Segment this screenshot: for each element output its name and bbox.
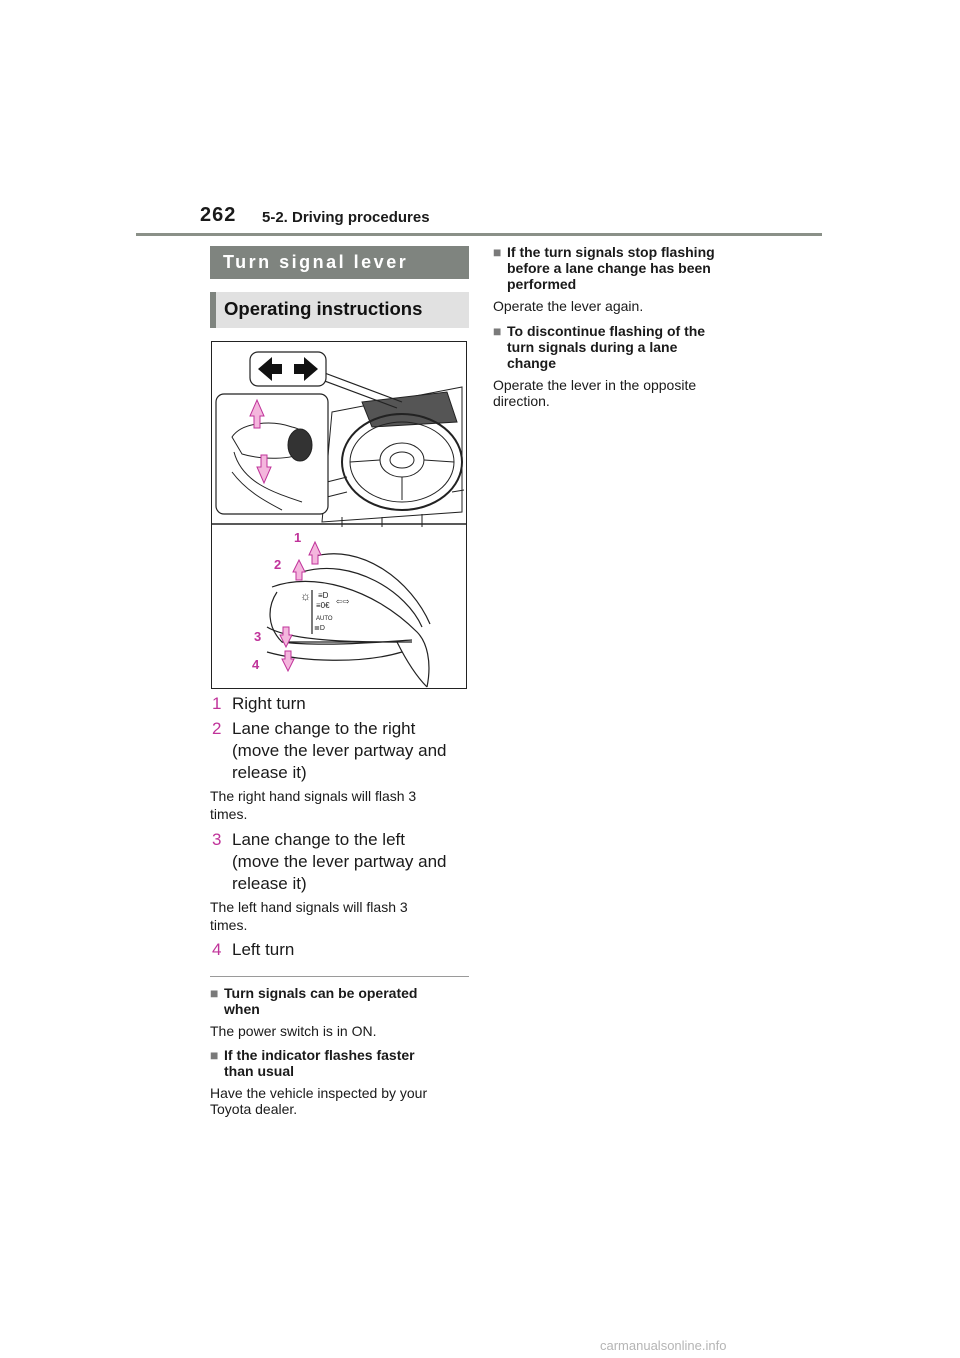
topic-title: Turn signal lever — [223, 252, 409, 272]
note-operable-when — [210, 985, 472, 1039]
notes-divider — [210, 976, 469, 977]
bullet-square-icon: ■ — [210, 985, 219, 1001]
lever-auto-label: AUTO — [316, 616, 333, 622]
note-body-line-2: Toyota dealer. — [210, 1101, 298, 1117]
step-number: 2 — [212, 719, 222, 738]
arrow-up-2 — [293, 560, 305, 580]
step-3 — [212, 829, 472, 851]
page-number: 262 — [200, 204, 237, 226]
bullet-square-icon: ■ — [210, 1047, 219, 1063]
note-heading-line-2: before a lane change has been — [507, 260, 711, 276]
step-4 — [212, 939, 472, 961]
note-heading-line-2: than usual — [224, 1063, 295, 1079]
note-heading-line-3: performed — [507, 276, 577, 292]
note-body-line-2: direction. — [493, 393, 550, 409]
turn-signal-illustration — [211, 341, 467, 689]
header-divider — [136, 233, 822, 236]
callout-2: 2 — [274, 557, 282, 572]
step-text: Lane change to the left — [232, 830, 405, 849]
position-callouts — [252, 530, 301, 672]
bullet-square-icon: ■ — [493, 323, 502, 339]
note-heading: ■ Turn signals can be operated — [210, 985, 418, 1001]
step-3-line-3: release it) — [232, 874, 307, 893]
note-body: The power switch is in ON. — [210, 1023, 377, 1039]
svg-text:≡D: ≡D — [318, 591, 329, 600]
step-2-line-2: (move the lever partway and — [232, 741, 447, 760]
callout-1: 1 — [294, 530, 302, 545]
watermark: carmanualsonline.info — [600, 1338, 727, 1353]
step-3-line-2: (move the lever partway and — [232, 852, 447, 871]
svg-text:≣D: ≣D — [314, 625, 325, 632]
lever-symbols — [300, 589, 350, 632]
note-heading-line-2: turn signals during a lane — [507, 339, 678, 355]
section-title: 5-2. Driving procedures — [262, 209, 430, 226]
note-heading-line-3: change — [507, 355, 557, 371]
note-heading: ■ To discontinue flashing of the — [493, 323, 706, 339]
arrow-down-3 — [280, 627, 292, 647]
step-2-note-line-2: times. — [210, 806, 248, 822]
step-2 — [212, 718, 472, 740]
step-3-note-line-1: The left hand signals will flash 3 — [210, 899, 408, 915]
subtopic-title-band — [210, 292, 469, 328]
arrow-down-4 — [282, 651, 294, 671]
lever-positions-drawing — [267, 554, 430, 687]
step-text: Lane change to the right — [232, 719, 416, 738]
subtopic-title: Operating instructions — [224, 298, 423, 319]
note-discontinue-flashing — [493, 323, 763, 409]
callout-4: 4 — [252, 657, 260, 672]
topic-title-band — [210, 246, 469, 279]
note-body-line-1: Have the vehicle inspected by your — [210, 1085, 428, 1101]
dashboard-drawing — [322, 387, 464, 527]
note-body-line-1: Operate the lever in the opposite — [493, 377, 697, 393]
hand-inset — [216, 394, 328, 514]
svg-text:⇦⇨: ⇦⇨ — [336, 597, 350, 606]
bullet-square-icon: ■ — [493, 244, 502, 260]
svg-text:☼: ☼ — [300, 589, 311, 603]
svg-text:≡0€: ≡0€ — [316, 601, 330, 610]
note-heading: ■ If the indicator flashes faster — [210, 1047, 415, 1063]
note-heading-line-2: when — [224, 1001, 260, 1017]
arrow-up-1 — [309, 542, 321, 564]
note-heading: ■ If the turn signals stop flashing — [493, 244, 715, 260]
step-3-note-line-2: times. — [210, 917, 248, 933]
step-2-line-3: release it) — [232, 763, 307, 782]
note-body: Operate the lever again. — [493, 298, 644, 314]
step-text: Right turn — [232, 694, 306, 713]
step-number: 3 — [212, 830, 222, 849]
illustration-svg — [212, 342, 467, 689]
step-2-note-line-1: The right hand signals will flash 3 — [210, 788, 417, 804]
step-number: 1 — [212, 694, 222, 713]
callout-3: 3 — [254, 629, 262, 644]
note-flashes-faster — [210, 1047, 472, 1117]
position-arrows — [280, 542, 321, 671]
step-number: 4 — [212, 940, 222, 959]
step-1 — [212, 693, 472, 715]
step-text: Left turn — [232, 940, 295, 959]
note-stop-flashing — [493, 244, 763, 314]
